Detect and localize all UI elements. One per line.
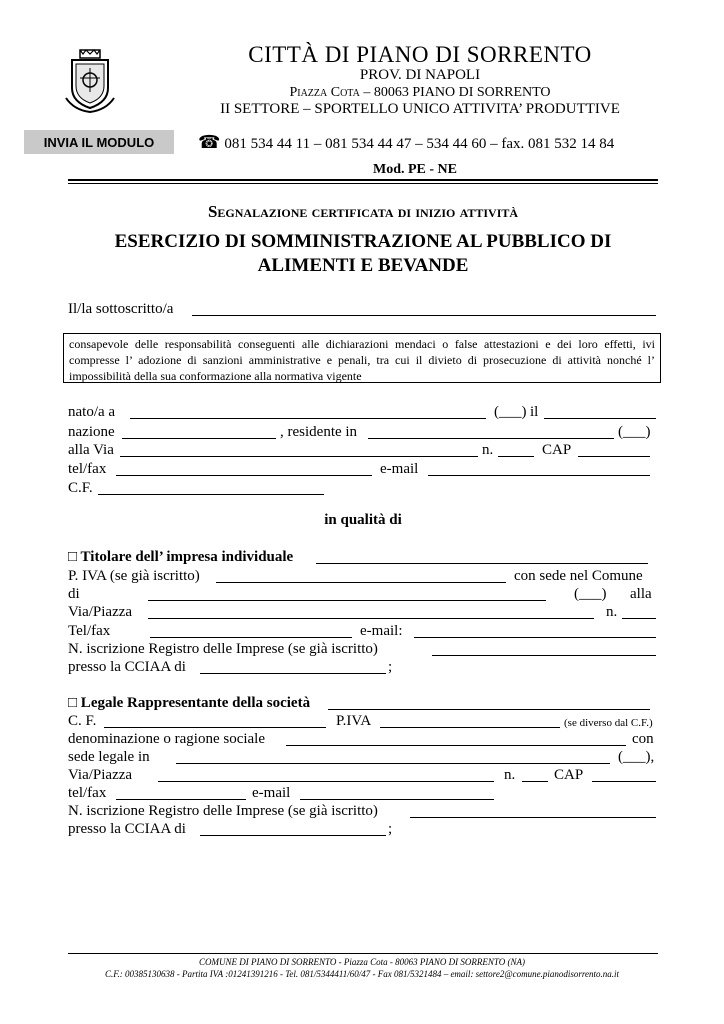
street-number-label: n.: [482, 442, 494, 458]
registry-field[interactable]: [432, 655, 656, 656]
department-line: II SETTORE – SPORTELLO UNICO ATTIVITA’ PRODUTTIVE: [220, 101, 620, 117]
quality-heading: in qualità di: [324, 512, 402, 528]
legal-registry-field[interactable]: [410, 817, 656, 818]
cciaa-label: presso la CCIAA di: [68, 659, 186, 675]
nation-field[interactable]: [122, 438, 276, 439]
company-denomination-label: denominazione o ragione sociale: [68, 731, 266, 747]
company-cf-field[interactable]: [104, 727, 326, 728]
disclaimer-box: consapevole delle responsabilità conseguenti alle dichiarazioni mendaci o false attestazioni e dei loro effetti, ivi compresse l’ adozione di sanzioni amministrative e penali, tra cui il divieto di prosecuzione di attività nonché l’ impossibilità della sua conformazione alla normativa vigente: [63, 333, 661, 383]
seat-number-label: n.: [606, 604, 618, 620]
header-rule: [68, 179, 658, 181]
telfax-field[interactable]: [116, 475, 372, 476]
seat-email-label: e-mail:: [360, 623, 403, 639]
legal-telfax-label: tel/fax: [68, 785, 107, 801]
seat-telfax-label: Tel/fax: [68, 623, 111, 639]
legal-cciaa-semicolon: ;: [388, 821, 393, 837]
send-form-button[interactable]: INVIA IL MODULO: [24, 130, 174, 154]
tax-code-label: C.F.: [68, 480, 93, 496]
sole-proprietor-checkbox[interactable]: □ Titolare dell’ impresa individuale: [68, 549, 294, 565]
seat-street-label: Via/Piazza: [68, 604, 133, 620]
seat-email-field[interactable]: [414, 637, 656, 638]
seat-number-field[interactable]: [622, 618, 656, 619]
phone-numbers: 081 534 44 11 – 081 534 44 47 – 534 44 60 – fax. 081 532 14 84: [224, 136, 615, 152]
seat-label: con sede nel Comune: [514, 568, 643, 584]
seat-province-field[interactable]: (___): [574, 586, 607, 602]
born-date-label: il: [530, 404, 539, 420]
residence-province-field[interactable]: (___): [618, 424, 651, 440]
telfax-label: tel/fax: [68, 461, 107, 477]
footer-contacts: C.F.: 00385130638 - Partita IVA :01241391216 - Tel. 081/5344411/60/47 - Fax 081/5321484 – email: settore2@comune.pianodisorrento.na.it: [104, 969, 620, 979]
header-rule-thin: [68, 183, 658, 184]
cciaa-semicolon: ;: [388, 659, 393, 675]
legal-email-label: e-mail: [252, 785, 291, 801]
legal-number-label: n.: [504, 767, 516, 783]
legal-cciaa-label: presso la CCIAA di: [68, 821, 186, 837]
company-name-field[interactable]: [328, 709, 650, 710]
legal-cap-field[interactable]: [592, 781, 656, 782]
email-label: e-mail: [380, 461, 419, 477]
cciaa-field[interactable]: [200, 673, 386, 674]
street-label: alla Via: [68, 442, 114, 458]
born-at-field[interactable]: [130, 418, 486, 419]
residence-label: , residente in: [280, 424, 358, 440]
company-cf-label: C. F.: [68, 713, 97, 729]
vat-label: P. IVA (se già iscritto): [68, 568, 200, 584]
seat-di-label: di: [68, 586, 80, 602]
cap-field[interactable]: [578, 456, 650, 457]
signer-name-field[interactable]: [192, 315, 656, 316]
company-denomination-field[interactable]: [286, 745, 626, 746]
seat-street-field[interactable]: [148, 618, 594, 619]
legal-rep-checkbox[interactable]: □ Legale Rappresentante della società: [68, 695, 311, 711]
residence-field[interactable]: [368, 438, 614, 439]
telephone-icon: ☎: [198, 132, 221, 152]
legal-email-field[interactable]: [300, 799, 494, 800]
signer-label: Il/la sottoscritto/a: [68, 301, 174, 317]
born-date-field[interactable]: [544, 418, 656, 419]
footer-rule: [68, 953, 658, 954]
company-vat-label: P.IVA: [336, 713, 372, 729]
street-number-field[interactable]: [498, 456, 534, 457]
footer-address: COMUNE DI PIANO DI SORRENTO - Piazza Cota - 80063 PIANO DI SORRENTO (NA): [199, 957, 525, 967]
company-vat-field[interactable]: [380, 727, 560, 728]
model-code: Mod. PE - NE: [373, 162, 457, 177]
vat-note: (se diverso dal C.F.): [564, 717, 653, 729]
phone-line: [198, 132, 614, 153]
legal-number-field[interactable]: [522, 781, 548, 782]
vat-field[interactable]: [216, 582, 506, 583]
legal-telfax-field[interactable]: [116, 799, 246, 800]
legal-street-label: Via/Piazza: [68, 767, 133, 783]
legal-cciaa-field[interactable]: [200, 835, 386, 836]
legal-street-field[interactable]: [158, 781, 494, 782]
con-label: con: [632, 731, 654, 747]
address-line: Piazza Cota – 80063 PIANO DI SORRENTO: [289, 85, 551, 100]
seat-alla-label: alla: [630, 586, 652, 602]
province-line: PROV. DI NAPOLI: [359, 67, 481, 83]
document-title: Segnalazione certificata di inizio attività: [207, 202, 519, 221]
born-province-field[interactable]: (___): [494, 404, 527, 420]
born-at-label: nato/a a: [68, 404, 116, 420]
coat-of-arms-logo: [64, 48, 116, 114]
legal-registry-label: N. iscrizione Registro delle Imprese (se già iscritto): [68, 803, 378, 819]
nation-label: nazione: [68, 424, 115, 440]
sole-proprietor-name-field[interactable]: [316, 563, 648, 564]
city-title: CITTÀ DI PIANO DI SORRENTO: [248, 42, 592, 67]
document-subtitle: ESERCIZIO DI SOMMINISTRAZIONE AL PUBBLICO DI ALIMENTI E BEVANDE: [114, 231, 612, 276]
legal-cap-label: CAP: [554, 767, 584, 783]
legal-seat-field[interactable]: [176, 763, 610, 764]
legal-seat-label: sede legale in: [68, 749, 150, 765]
cap-label: CAP: [542, 442, 572, 458]
seat-city-field[interactable]: [148, 600, 546, 601]
tax-code-field[interactable]: [98, 494, 324, 495]
seat-telfax-field[interactable]: [150, 637, 352, 638]
registry-label: N. iscrizione Registro delle Imprese (se già iscritto): [68, 641, 378, 657]
email-field[interactable]: [428, 475, 650, 476]
street-field[interactable]: [120, 456, 478, 457]
legal-seat-province-field[interactable]: (___),: [618, 749, 655, 765]
